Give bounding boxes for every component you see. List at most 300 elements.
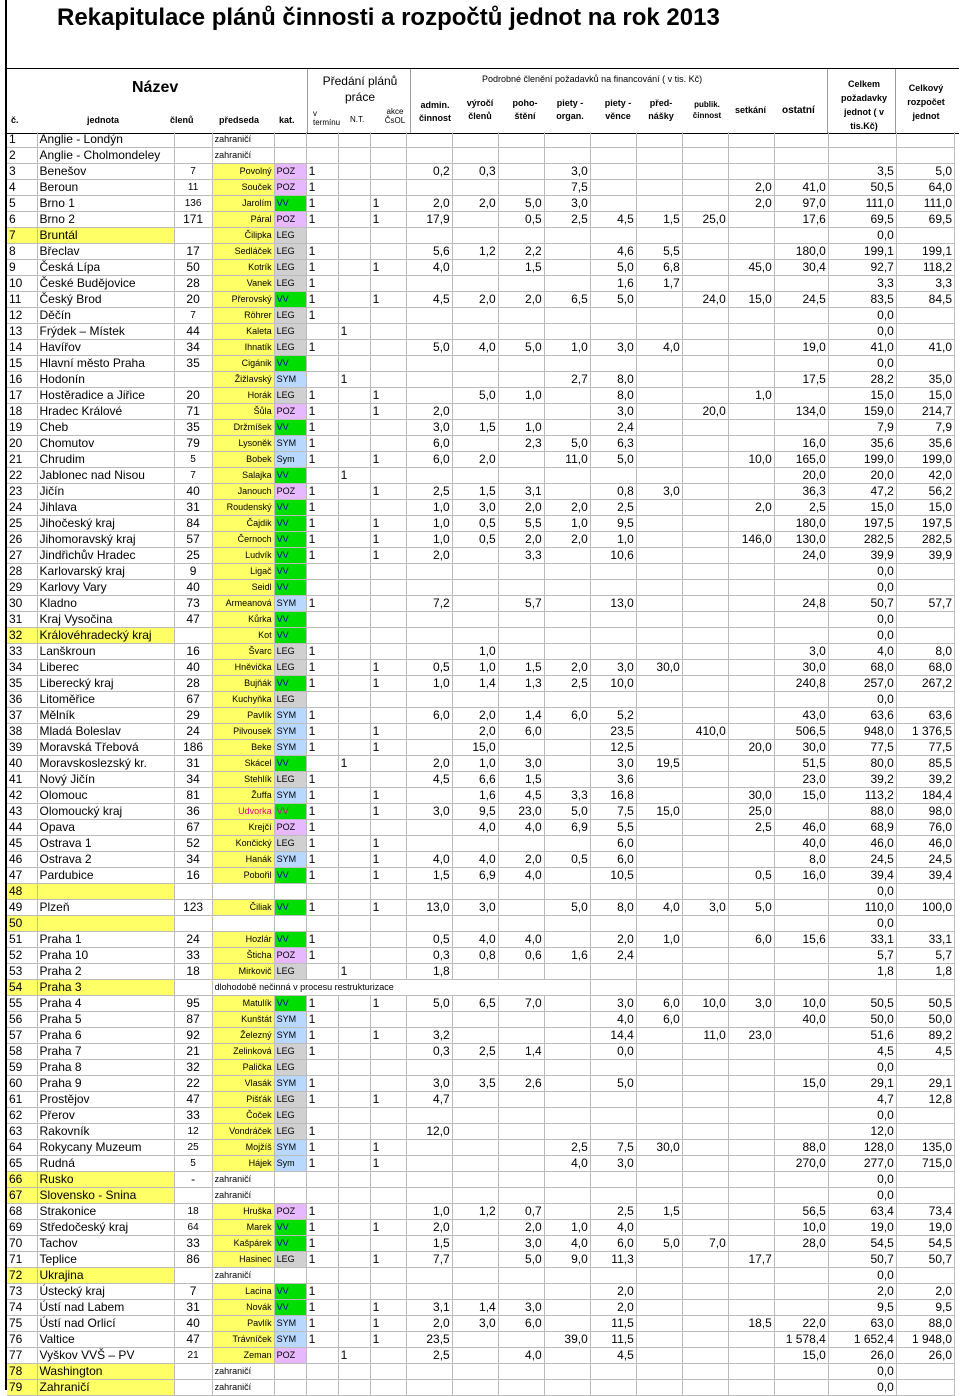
ostatni-cell	[774, 356, 828, 372]
table-row	[7, 996, 955, 1012]
piety-vence-cell: 5,2	[590, 708, 636, 724]
header-vyroci: výročí členů	[466, 98, 494, 121]
setkani-cell	[728, 564, 774, 580]
admin-cell	[406, 388, 452, 404]
table-row	[7, 1380, 955, 1396]
row-number-cell: 15	[7, 356, 37, 372]
admin-cell: 2,5	[406, 484, 452, 500]
vyroci-cell	[452, 1156, 498, 1172]
celkem-pozadavky-cell: 50,0	[828, 1012, 896, 1028]
table-row	[7, 212, 955, 228]
v-terminu-cell	[306, 964, 338, 980]
publik-cell	[682, 532, 728, 548]
row-number-cell: 17	[7, 388, 37, 404]
pohosteni-cell	[498, 1284, 544, 1300]
piety-vence-cell: 5,0	[590, 292, 636, 308]
category-cell: SYM	[274, 852, 306, 868]
row-number-cell: 61	[7, 1092, 37, 1108]
ostatni-cell: 46,0	[774, 820, 828, 836]
nt-cell	[338, 340, 370, 356]
nt-cell	[338, 1028, 370, 1044]
celkem-pozadavky-cell: 0,0	[828, 1268, 896, 1284]
publik-cell	[682, 1156, 728, 1172]
piety-org-cell	[544, 1092, 590, 1108]
akce-csol-cell	[370, 756, 406, 772]
category-cell: POZ	[274, 484, 306, 500]
jednota-name-cell: Středočeský kraj	[37, 1220, 174, 1236]
publik-cell	[682, 932, 728, 948]
vyroci-cell	[452, 324, 498, 340]
clenu-count-cell	[174, 1188, 212, 1204]
jednota-name-cell: Karlovarský kraj	[37, 564, 174, 580]
category-cell: VV	[274, 548, 306, 564]
setkani-cell: 17,7	[728, 1252, 774, 1268]
setkani-cell: 1,0	[728, 388, 774, 404]
jednota-name-cell: Zahraničí	[37, 1380, 174, 1396]
row-number-cell: 68	[7, 1204, 37, 1220]
celkem-pozadavky-cell: 92,7	[828, 260, 896, 276]
ostatni-cell	[774, 804, 828, 820]
prednasky-cell: 5,5	[636, 244, 682, 260]
clenu-count-cell: -	[174, 1172, 212, 1188]
akce-csol-cell: 1	[370, 740, 406, 756]
publik-cell	[682, 756, 728, 772]
table-row	[7, 932, 955, 948]
piety-vence-cell: 5,5	[590, 820, 636, 836]
akce-csol-cell: 1	[370, 1316, 406, 1332]
jednota-name-cell: Královéhradecký kraj	[37, 628, 174, 644]
clenu-count-cell: 35	[174, 420, 212, 436]
celkovy-rozpocet-cell: 35,6	[896, 436, 954, 452]
category-cell: VV	[274, 468, 306, 484]
clenu-count-cell: 47	[174, 1092, 212, 1108]
setkani-cell: 25,0	[728, 804, 774, 820]
celkem-pozadavky-cell	[828, 132, 896, 148]
celkovy-rozpocet-cell: 39,9	[896, 548, 954, 564]
jednota-name-cell: Praha 1	[37, 932, 174, 948]
predseda-name-cell: Ihnatík	[212, 340, 274, 356]
row-number-cell: 26	[7, 532, 37, 548]
publik-cell	[682, 1140, 728, 1156]
piety-vence-cell	[590, 628, 636, 644]
piety-org-cell: 1,6	[544, 948, 590, 964]
celkem-pozadavky-cell: 54,5	[828, 1236, 896, 1252]
setkani-cell	[728, 1332, 774, 1348]
prednasky-cell	[636, 516, 682, 532]
piety-vence-cell: 3,0	[590, 660, 636, 676]
ostatni-cell: 17,6	[774, 212, 828, 228]
admin-cell: 2,0	[406, 1316, 452, 1332]
admin-cell: 5,6	[406, 244, 452, 260]
v-terminu-cell: 1	[306, 1204, 338, 1220]
vyroci-cell: 1,5	[452, 484, 498, 500]
clenu-count-cell: 40	[174, 1316, 212, 1332]
prednasky-cell	[636, 1188, 682, 1204]
table-row	[7, 708, 955, 724]
akce-csol-cell	[370, 1268, 406, 1284]
row-number-cell: 16	[7, 372, 37, 388]
akce-csol-cell	[370, 612, 406, 628]
vyroci-cell	[452, 404, 498, 420]
setkani-cell	[728, 964, 774, 980]
jednota-name-cell: Plzeň	[37, 900, 174, 916]
table-row	[7, 692, 955, 708]
header-akce: akce ČsOL	[384, 107, 406, 125]
v-terminu-cell: 1	[306, 212, 338, 228]
celkem-pozadavky-cell: 948,0	[828, 724, 896, 740]
ostatni-cell: 20,0	[774, 468, 828, 484]
table-row	[7, 1060, 955, 1076]
celkem-pozadavky-cell: 0,0	[828, 612, 896, 628]
publik-cell	[682, 308, 728, 324]
row-number-cell: 46	[7, 852, 37, 868]
nt-cell	[338, 1364, 370, 1380]
nt-cell	[338, 132, 370, 148]
akce-csol-cell	[370, 644, 406, 660]
akce-csol-cell	[370, 1124, 406, 1140]
publik-cell	[682, 228, 728, 244]
clenu-count-cell	[174, 884, 212, 900]
table-row	[7, 948, 955, 964]
table-row	[7, 596, 955, 612]
row-number-cell: 22	[7, 468, 37, 484]
nt-cell	[338, 916, 370, 932]
predseda-name-cell: Držmíšek	[212, 420, 274, 436]
setkani-cell	[728, 916, 774, 932]
ostatni-cell: 15,6	[774, 932, 828, 948]
jednota-name-cell: Pardubice	[37, 868, 174, 884]
category-cell	[274, 148, 306, 164]
pohosteni-cell	[498, 580, 544, 596]
publik-cell	[682, 500, 728, 516]
piety-org-cell	[544, 404, 590, 420]
publik-cell	[682, 628, 728, 644]
ostatni-cell	[774, 1124, 828, 1140]
akce-csol-cell	[370, 180, 406, 196]
admin-cell	[406, 788, 452, 804]
predseda-name-cell: Bobek	[212, 452, 274, 468]
celkovy-rozpocet-cell	[896, 564, 954, 580]
clenu-count-cell: 50	[174, 260, 212, 276]
predseda-name-cell: Čiliak	[212, 900, 274, 916]
piety-org-cell	[544, 548, 590, 564]
table-row	[7, 1188, 955, 1204]
jednota-name-cell: Praha 6	[37, 1028, 174, 1044]
admin-cell: 1,8	[406, 964, 452, 980]
publik-cell	[682, 164, 728, 180]
clenu-count-cell	[174, 132, 212, 148]
pohosteni-cell: 1,5	[498, 772, 544, 788]
pohosteni-cell	[498, 900, 544, 916]
pohosteni-cell	[498, 692, 544, 708]
category-cell: VV	[274, 676, 306, 692]
vyroci-cell: 2,0	[452, 708, 498, 724]
category-cell: LEG	[274, 308, 306, 324]
akce-csol-cell	[370, 148, 406, 164]
predseda-name-cell: Novák	[212, 1300, 274, 1316]
celkem-pozadavky-cell: 197,5	[828, 516, 896, 532]
table-row	[7, 148, 955, 164]
table-row	[7, 820, 955, 836]
v-terminu-cell	[306, 580, 338, 596]
celkem-pozadavky-cell: 63,6	[828, 708, 896, 724]
publik-cell	[682, 1092, 728, 1108]
vyroci-cell	[452, 1060, 498, 1076]
predseda-name-cell: Pavlík	[212, 1316, 274, 1332]
admin-cell: 2,0	[406, 756, 452, 772]
table-row	[7, 500, 955, 516]
category-cell: LEG	[274, 340, 306, 356]
ostatni-cell	[774, 964, 828, 980]
prednasky-cell: 1,7	[636, 276, 682, 292]
vyroci-cell: 5,0	[452, 388, 498, 404]
piety-vence-cell: 2,4	[590, 948, 636, 964]
category-cell: VV	[274, 1300, 306, 1316]
pohosteni-cell: 2,0	[498, 852, 544, 868]
celkovy-rozpocet-cell: 19,0	[896, 1220, 954, 1236]
jednota-name-cell: Anglie - Cholmondeley	[37, 148, 174, 164]
clenu-count-cell: 40	[174, 660, 212, 676]
prednasky-cell: 4,0	[636, 340, 682, 356]
clenu-count-cell: 17	[174, 244, 212, 260]
jednota-name-cell: Chomutov	[37, 436, 174, 452]
celkem-pozadavky-cell: 15,0	[828, 388, 896, 404]
jednota-name-cell: Karlovy Vary	[37, 580, 174, 596]
piety-vence-cell: 10,0	[590, 676, 636, 692]
celkovy-rozpocet-cell: 111,0	[896, 196, 954, 212]
piety-vence-cell: 11,3	[590, 1252, 636, 1268]
celkovy-rozpocet-cell: 88,0	[896, 1316, 954, 1332]
vyroci-cell	[452, 692, 498, 708]
row-number-cell: 54	[7, 980, 37, 996]
pohosteni-cell: 0,7	[498, 1204, 544, 1220]
jednota-name-cell: Kraj Vysočina	[37, 612, 174, 628]
prednasky-cell	[636, 1220, 682, 1236]
row-number-cell: 71	[7, 1252, 37, 1268]
admin-cell: 2,0	[406, 548, 452, 564]
piety-vence-cell: 11,5	[590, 1332, 636, 1348]
ostatni-cell: 17,5	[774, 372, 828, 388]
celkovy-rozpocet-cell	[896, 1268, 954, 1284]
admin-cell: 2,0	[406, 196, 452, 212]
piety-org-cell	[544, 148, 590, 164]
setkani-cell	[728, 1076, 774, 1092]
prednasky-cell	[636, 372, 682, 388]
predseda-name-cell: Hasinec	[212, 1252, 274, 1268]
jednota-name-cell: Brno 1	[37, 196, 174, 212]
setkani-cell	[728, 164, 774, 180]
table-header	[7, 68, 959, 134]
celkovy-rozpocet-cell: 64,0	[896, 180, 954, 196]
vyroci-cell: 6,5	[452, 996, 498, 1012]
predseda-name-cell: Čilipka	[212, 228, 274, 244]
category-cell: VV	[274, 628, 306, 644]
setkani-cell	[728, 212, 774, 228]
akce-csol-cell	[370, 628, 406, 644]
jednota-name-cell	[37, 916, 174, 932]
piety-org-cell	[544, 772, 590, 788]
publik-cell	[682, 884, 728, 900]
publik-cell	[682, 244, 728, 260]
pohosteni-cell	[498, 452, 544, 468]
predseda-name-cell: Žižlavský	[212, 372, 274, 388]
category-cell	[274, 132, 306, 148]
ostatni-cell: 43,0	[774, 708, 828, 724]
setkani-cell	[728, 1012, 774, 1028]
clenu-count-cell: 5	[174, 1156, 212, 1172]
predseda-name-cell: Páral	[212, 212, 274, 228]
piety-org-cell: 0,5	[544, 852, 590, 868]
nt-cell	[338, 148, 370, 164]
prednasky-cell	[636, 452, 682, 468]
setkani-cell	[728, 340, 774, 356]
row-number-cell: 34	[7, 660, 37, 676]
ostatni-cell: 165,0	[774, 452, 828, 468]
jednota-name-cell: Olomouc	[37, 788, 174, 804]
admin-cell: 0,3	[406, 1044, 452, 1060]
nt-cell	[338, 676, 370, 692]
row-number-cell: 50	[7, 916, 37, 932]
piety-org-cell: 2,5	[544, 1140, 590, 1156]
admin-cell: 4,0	[406, 260, 452, 276]
row-number-cell: 35	[7, 676, 37, 692]
celkovy-rozpocet-cell: 267,2	[896, 676, 954, 692]
admin-cell: 6,0	[406, 436, 452, 452]
prednasky-cell: 3,0	[636, 484, 682, 500]
akce-csol-cell	[370, 580, 406, 596]
row-number-cell: 76	[7, 1332, 37, 1348]
admin-cell: 3,0	[406, 420, 452, 436]
predseda-name-cell: Hruška	[212, 1204, 274, 1220]
akce-csol-cell: 1	[370, 724, 406, 740]
ostatni-cell	[774, 1108, 828, 1124]
setkani-cell	[728, 1268, 774, 1284]
clenu-count-cell: 20	[174, 388, 212, 404]
vyroci-cell: 6,6	[452, 772, 498, 788]
row-number-cell: 24	[7, 500, 37, 516]
row-number-cell: 1	[7, 132, 37, 148]
category-cell: VV	[274, 996, 306, 1012]
celkovy-rozpocet-cell: 1,8	[896, 964, 954, 980]
publik-cell	[682, 804, 728, 820]
publik-cell	[682, 916, 728, 932]
category-cell: POZ	[274, 1204, 306, 1220]
admin-cell: 7,2	[406, 596, 452, 612]
nt-cell	[338, 1092, 370, 1108]
pohosteni-cell: 1,5	[498, 660, 544, 676]
akce-csol-cell: 1	[370, 532, 406, 548]
ostatni-cell	[774, 228, 828, 244]
ostatni-cell: 30,0	[774, 660, 828, 676]
row-number-cell: 62	[7, 1108, 37, 1124]
setkani-cell	[728, 356, 774, 372]
setkani-cell	[728, 548, 774, 564]
celkovy-rozpocet-cell: 5,7	[896, 948, 954, 964]
clenu-count-cell: 71	[174, 404, 212, 420]
predseda-name-cell: Hájek	[212, 1156, 274, 1172]
category-cell: VV	[274, 500, 306, 516]
category-cell: Sym	[274, 1156, 306, 1172]
piety-org-cell: 2,0	[544, 500, 590, 516]
ostatni-cell	[774, 388, 828, 404]
celkovy-rozpocet-cell	[896, 1060, 954, 1076]
clenu-count-cell: 47	[174, 612, 212, 628]
clenu-count-cell: 186	[174, 740, 212, 756]
celkem-pozadavky-cell: 0,0	[828, 692, 896, 708]
piety-vence-cell	[590, 164, 636, 180]
prednasky-cell: 30,0	[636, 1140, 682, 1156]
setkani-cell	[728, 420, 774, 436]
prednasky-cell	[636, 596, 682, 612]
pohosteni-cell	[498, 612, 544, 628]
celkem-pozadavky-cell: 50,7	[828, 1252, 896, 1268]
vyroci-cell: 1,4	[452, 1300, 498, 1316]
table-row	[7, 132, 955, 148]
celkovy-rozpocet-cell	[896, 228, 954, 244]
v-terminu-cell	[306, 884, 338, 900]
admin-cell	[406, 580, 452, 596]
celkem-pozadavky-cell: 9,5	[828, 1300, 896, 1316]
predseda-name-cell: Cigánik	[212, 356, 274, 372]
piety-org-cell	[544, 756, 590, 772]
table-row	[7, 292, 955, 308]
publik-cell	[682, 356, 728, 372]
table-row	[7, 548, 955, 564]
row-number-cell: 64	[7, 1140, 37, 1156]
publik-cell	[682, 580, 728, 596]
piety-org-cell: 11,0	[544, 452, 590, 468]
piety-org-cell	[544, 1268, 590, 1284]
piety-org-cell	[544, 1364, 590, 1380]
jednota-name-cell: Moravskoslezský kr.	[37, 756, 174, 772]
setkani-cell: 2,0	[728, 180, 774, 196]
vyroci-cell	[452, 836, 498, 852]
clenu-count-cell: 11	[174, 180, 212, 196]
piety-org-cell: 5,0	[544, 804, 590, 820]
nt-cell	[338, 436, 370, 452]
nt-cell	[338, 260, 370, 276]
vyroci-cell: 4,0	[452, 852, 498, 868]
setkani-cell	[728, 1300, 774, 1316]
publik-cell: 10,0	[682, 996, 728, 1012]
akce-csol-cell: 1	[370, 548, 406, 564]
akce-csol-cell: 1	[370, 1252, 406, 1268]
pohosteni-cell	[498, 1156, 544, 1172]
pohosteni-cell	[498, 1268, 544, 1284]
akce-csol-cell	[370, 820, 406, 836]
vyroci-cell	[452, 180, 498, 196]
predseda-name-cell: Kuchyňka	[212, 692, 274, 708]
header-nt: N.T.	[350, 115, 365, 124]
clenu-count-cell: 67	[174, 820, 212, 836]
celkovy-rozpocet-cell	[896, 148, 954, 164]
piety-vence-cell: 8,0	[590, 372, 636, 388]
predseda-name-cell	[212, 916, 274, 932]
table-row	[7, 964, 955, 980]
piety-vence-cell: 3,0	[590, 404, 636, 420]
akce-csol-cell	[370, 420, 406, 436]
prednasky-cell: 6,8	[636, 260, 682, 276]
setkani-cell	[728, 1060, 774, 1076]
celkem-pozadavky-cell: 50,7	[828, 596, 896, 612]
category-cell: LEG	[274, 388, 306, 404]
admin-cell	[406, 820, 452, 836]
setkani-cell	[728, 580, 774, 596]
v-terminu-cell: 1	[306, 996, 338, 1012]
prednasky-cell	[636, 692, 682, 708]
row-number-cell: 32	[7, 628, 37, 644]
ostatni-cell	[774, 1284, 828, 1300]
